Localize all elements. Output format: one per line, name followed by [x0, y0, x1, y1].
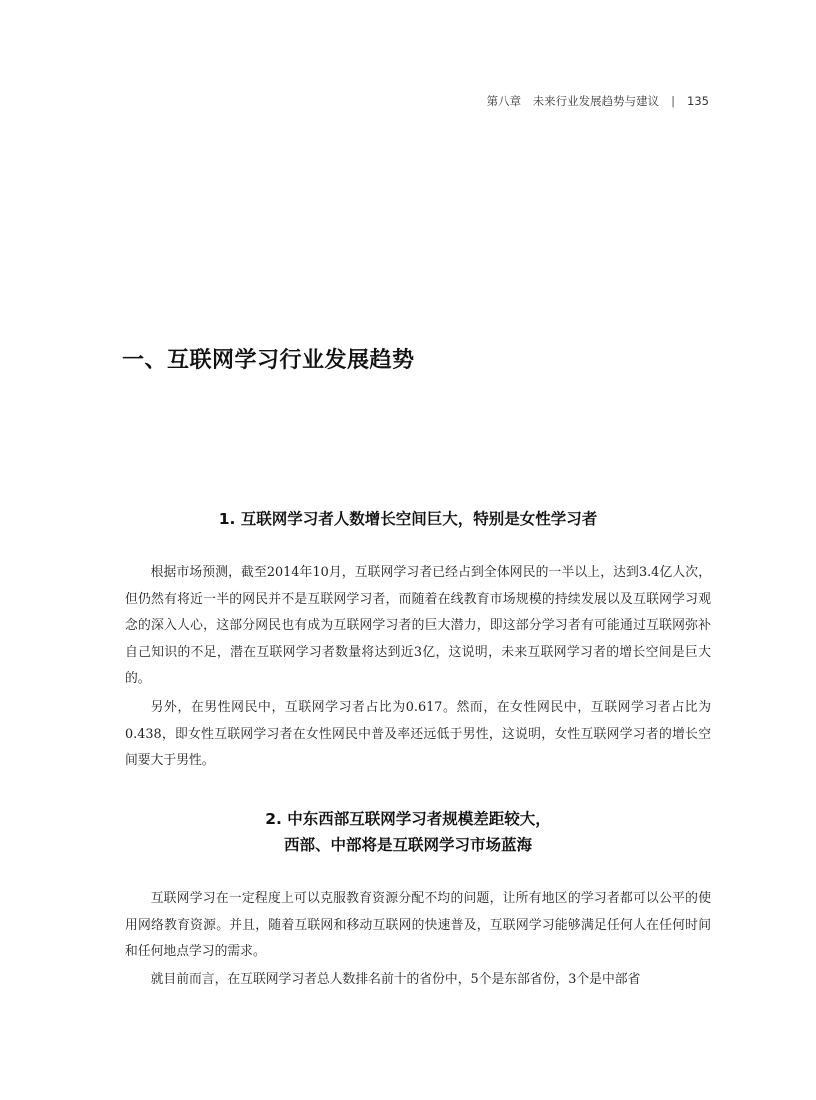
subsection-2-paragraph-1: 互联网学习在一定程度上可以克服教育资源分配不均的问题，让所有地区的学习者都可以公平的使用网络教育资源。并且，随着互联网和移动互联网的快速普及，互联网学习能够满足任何人在任何时间和任何地点学习的需求。 — [125, 891, 711, 959]
subsection-1-paragraph-2: 另外，在男性网民中，互联网学习者占比为0.617。然而，在女性网民中，互联网学习者占比为0.438，即女性互联网学习者在女性网民中普及率还远低于男性，这说明，女性互联网学习者的增长空间要大于男性。 — [125, 700, 711, 768]
subsection-2-heading-line-2: 西部、中部将是互联网学习市场蓝海 — [283, 836, 532, 854]
running-header — [487, 93, 709, 109]
page-number: 135 — [687, 94, 709, 108]
chapter-title: 第八章 未来行业发展趋势与建议 — [486, 94, 660, 108]
header-separator: | — [671, 94, 676, 108]
subsection-1-heading-line-1: 1. 互联网学习者人数增长空间巨大，特别是女性学习者 — [218, 510, 598, 528]
subsection-2-heading — [110, 806, 706, 858]
subsection-2-paragraph-2: 就目前而言，在互联网学习者总人数排名前十的省份中，5个是东部省份，3个是中部省 — [150, 972, 641, 987]
subsection-1-heading — [110, 506, 706, 532]
subsection-2-heading-line-1: 2. 中东西部互联网学习者规模差距较大， — [265, 810, 551, 828]
subsection-1-paragraph-1: 根据市场预测，截至2014年10月，互联网学习者已经占到全体网民的一半以上，达到3.4亿人次，但仍然有将近一半的网民并不是互联网学习者，而随着在线教育市场规模的持续发展以及互联网学习观念的深入人心，这部分网民也有成为互联网学习者的巨大潜力，即这部分学习者有可能通过互联网弥补自己知识的不足，潜在互联网学习者数量将达到近3亿，这说明，未来互联网学习者的增长空间是巨大的。 — [125, 565, 711, 686]
section-title: 一、互联网学习行业发展趋势 — [122, 348, 415, 373]
